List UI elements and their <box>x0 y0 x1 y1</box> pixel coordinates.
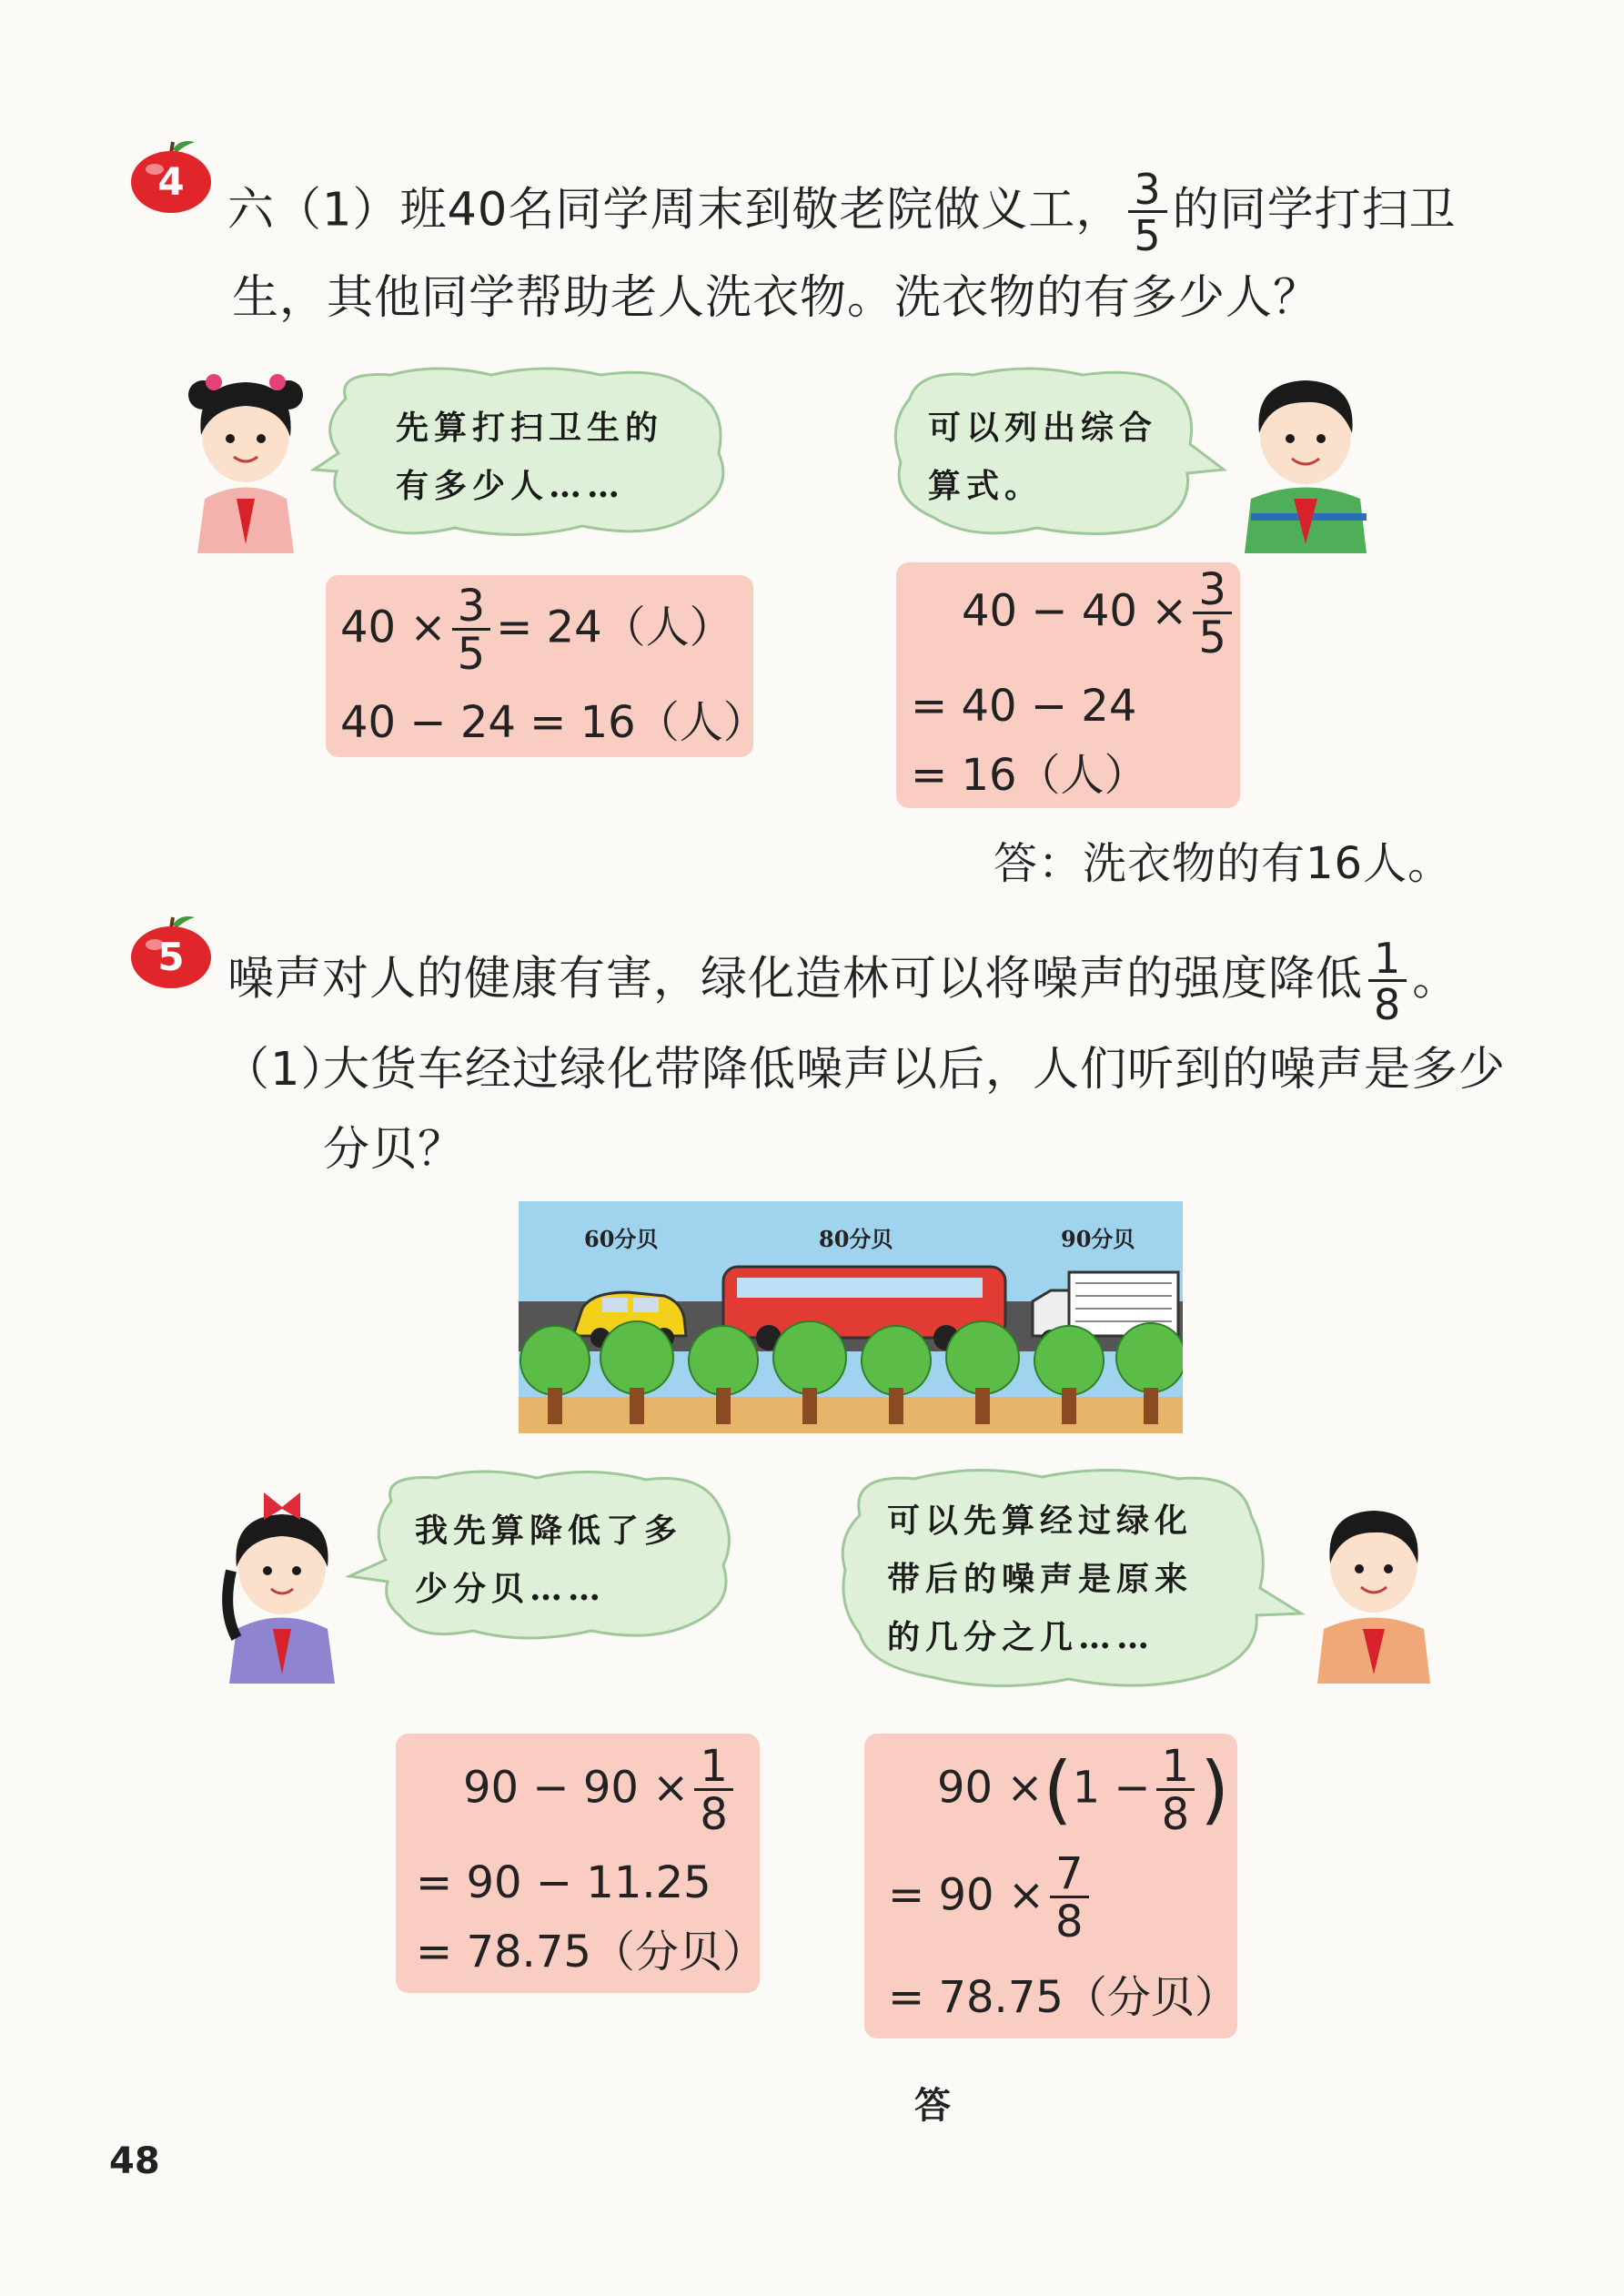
problem-4-line-2: 生，其他同学帮助老人洗衣物。洗衣物的有多少人？ <box>232 271 1321 325</box>
question-1-line-1: 大货车经过绿化带降低噪声以后，人们听到的噪声是多少 <box>323 1043 1507 1097</box>
calc-right-2-line-2: = 90 × $\frac{7}{8}$ <box>888 1852 1094 1944</box>
calc-right-line-2: = 40 − 24 <box>911 681 1137 732</box>
bubble-right-2-line-2: 带后的噪声是原来 <box>887 1560 1194 1598</box>
calc-right-2-line-1: 90 ×(1 − $\frac{1}{8}$ ) <box>937 1741 1230 1840</box>
answer-mark: 答 <box>914 2085 951 2127</box>
bubble-left-line-2: 有多少人…… <box>396 467 626 505</box>
calc-box-right-2 <box>864 1734 1237 2038</box>
calc-right-line-3: = 16（人） <box>911 750 1148 801</box>
bubble-left-2-line-2: 少分贝…… <box>415 1570 607 1608</box>
problem-5 <box>0 901 1624 2084</box>
question-1-line-2: 分贝？ <box>323 1123 466 1177</box>
bubble-right-2-line-1: 可以先算经过绿化 <box>887 1502 1194 1540</box>
calc-right-2-line-3: = 78.75（分贝） <box>888 1972 1238 2023</box>
calc-right-line-1: 40 − 40 × $\frac{3}{5}$ <box>962 568 1237 660</box>
speech-bubble-left-2 <box>346 1465 737 1647</box>
calc-box-left-2 <box>396 1734 766 1993</box>
question-1-label: （1） <box>223 1043 348 1097</box>
problem-5-number: 5 <box>157 935 185 979</box>
bubble-right-line-1: 可以列出综合 <box>928 409 1158 447</box>
scene-label-truck: 90分贝 <box>1061 1226 1135 1252</box>
scene-label-bus: 80分贝 <box>819 1226 893 1252</box>
calc-left-line-2: 40 − 24 = 16（人） <box>340 697 767 748</box>
bubble-right-line-2: 算式。 <box>928 467 1044 505</box>
problem-4-answer: 答：洗衣物的有16人。 <box>994 838 1453 889</box>
problem-5-fraction: $\frac{1}{8}$ <box>1368 937 1407 1026</box>
bubble-left-line-1: 先算打扫卫生的 <box>396 409 664 447</box>
girl-illustration <box>187 362 305 557</box>
scene-label-car: 60分贝 <box>584 1226 659 1252</box>
bubble-right-2-line-3: 的几分之几…… <box>887 1618 1155 1656</box>
problem-4-text-a: 六（1）班40名同学周末到敬老院做义工， <box>227 183 1124 238</box>
calc-left-2-line-1: 90 − 90 × $\frac{1}{8}$ <box>463 1745 739 1836</box>
problem-4-number: 4 <box>157 159 185 204</box>
page-number: 48 <box>109 2140 160 2182</box>
problem-4 <box>0 0 1624 892</box>
boy-illustration <box>1237 362 1374 557</box>
problem-5-text: 噪声对人的健康有害，绿化造林可以将噪声的强度降低 <box>227 952 1364 1006</box>
road-scene-illustration <box>519 1201 1183 1433</box>
bubble-left-2-line-1: 我先算降低了多 <box>415 1512 683 1550</box>
speech-bubble-right-2 <box>823 1461 1306 1697</box>
problem-5-line-1: 噪声对人的健康有害，绿化造林可以将噪声的强度降低 $\frac{1}{8}$ 。 <box>227 934 1460 1029</box>
apple-number-icon <box>127 137 215 215</box>
right-paren: ) <box>1200 1746 1230 1834</box>
calc-left-2-line-3: = 78.75（分贝） <box>416 1927 766 1977</box>
calc-box-right <box>896 562 1240 808</box>
calc-left-line-1: 40 × $\frac{3}{5}$ = 24（人） <box>340 581 733 680</box>
problem-4-line-1 <box>227 165 1457 260</box>
calc-box-left <box>326 575 767 757</box>
speech-bubble-left <box>309 362 737 544</box>
speech-bubble-right <box>883 362 1228 544</box>
girl-with-bow-illustration <box>218 1483 346 1687</box>
left-paren: ( <box>1043 1746 1073 1834</box>
boy-illustration-2 <box>1310 1483 1437 1687</box>
apple-number-icon <box>127 912 215 990</box>
problem-4-text-b: 的同学打扫卫 <box>1172 183 1457 238</box>
problem-4-fraction: $\frac{3}{5}$ <box>1128 168 1166 257</box>
calc-left-2-line-2: = 90 − 11.25 <box>416 1857 711 1908</box>
